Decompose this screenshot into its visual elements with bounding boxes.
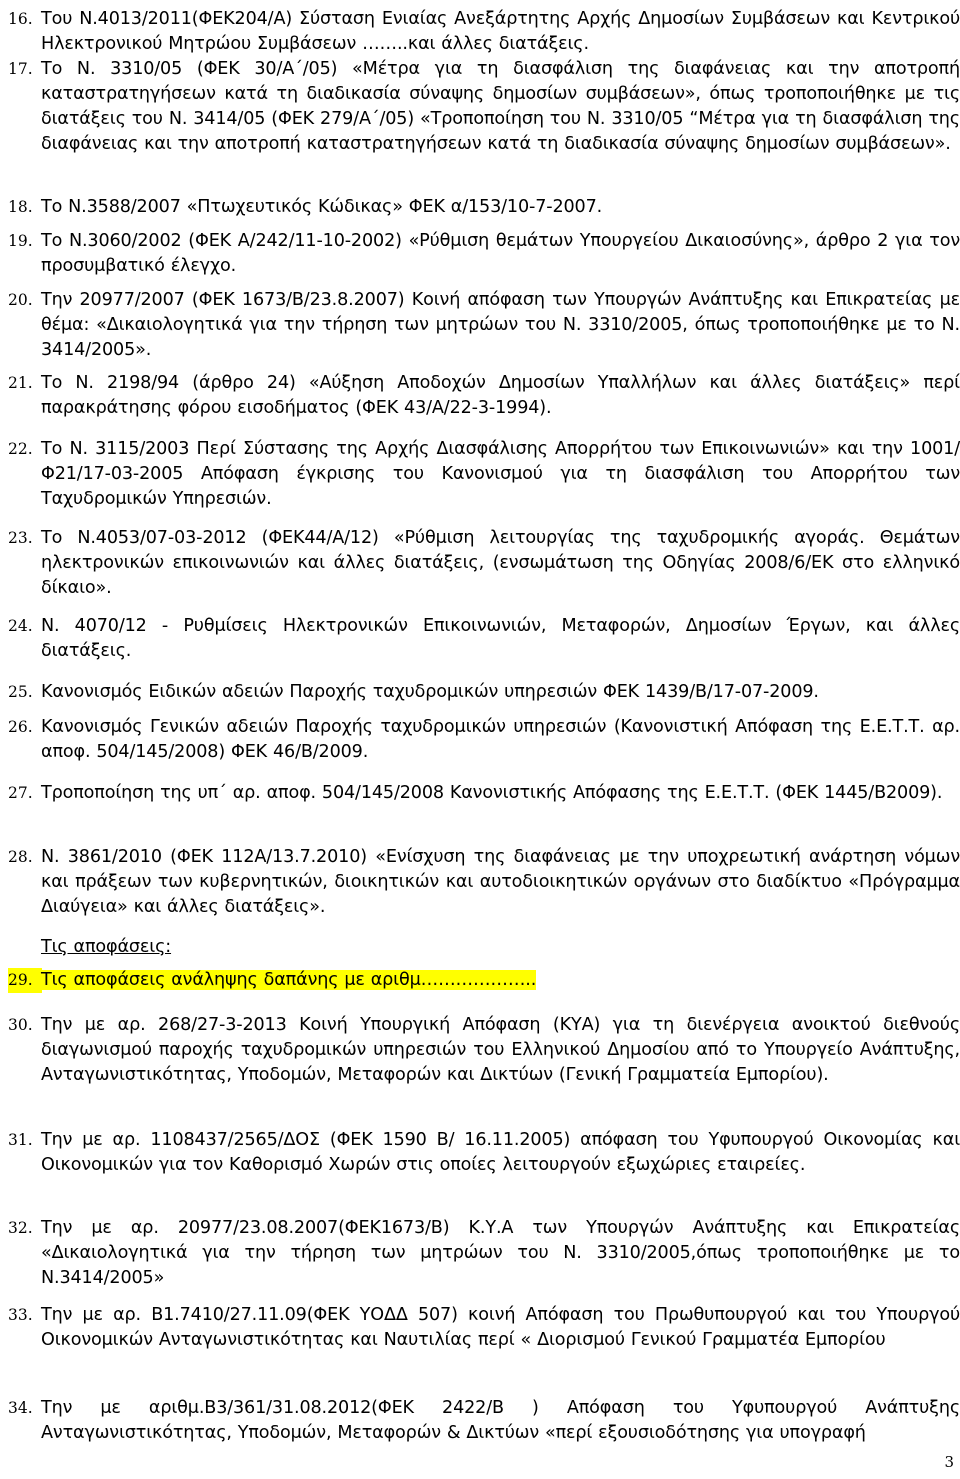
item-number: 31. xyxy=(8,1131,33,1149)
item-number: 30. xyxy=(8,1016,33,1034)
item-number: 23. xyxy=(8,529,33,547)
decisions-heading: Τις αποφάσεις: xyxy=(41,937,172,957)
item-text: Κανονισμός Ειδικών αδειών Παροχής ταχυδρομικών υπηρεσιών ΦΕΚ 1439/Β/17-07-2009. xyxy=(41,682,819,702)
item-number: 17. xyxy=(8,60,33,78)
item-text: Την με αριθμ.Β3/361/31.08.2012(ΦΕΚ 2422/Β ) Απόφαση του Υφυπουργού Ανάπτυξης Ανταγωνιστικότητας, Υποδομών, Μεταφορών & Δικτύων «περί εξουσιοδότησης για υπογραφή xyxy=(41,1398,960,1443)
item-text: Το Ν.3060/2002 (ΦΕΚ Α/242/11-10-2002) «Ρύθμιση θεμάτων Υπουργείου Δικαιοσύνης», άρθρο 2 για τον προσυμβατικό έλεγχο. xyxy=(41,231,960,276)
item-text: Το Ν.4053/07-03-2012 (ΦΕΚ44/Α/12) «Ρύθμιση λειτουργίας της ταχυδρομικής αγοράς. Θεμάτων ηλεκτρονικών επικοινωνιών και άλλες διατάξεις, (ενσωμάτωση της Οδηγίας 2008/6/ΕΚ στο ελληνικό δίκαιο». xyxy=(41,528,960,598)
item-text: Τροποποίηση της υπ΄ αρ. αποφ. 504/145/2008 Κανονιστικής Απόφασης της Ε.Ε.Τ.Τ. (ΦΕΚ 1445/Β2009). xyxy=(41,783,943,803)
item-text: Την με αρ. 268/27-3-2013 Κοινή Υπουργική Απόφαση (ΚΥΑ) για τη διενέργεια ανοικτού διεθνούς διαγωνισμού παροχής ταχυδρομικών υπηρεσιών του Ελληνικού Δημοσίου από το Υπουργείο Ανάπτυξης, Ανταγωνιστικότητας, Υποδομών, Μεταφορών και Δικτύων (Γενική Γραμματεία Εμπορίου). xyxy=(41,1015,960,1085)
highlighted-text: Τις αποφάσεις ανάληψης δαπάνης με αριθμ……………….. xyxy=(41,970,537,990)
item-number: 34. xyxy=(8,1399,33,1417)
item-number: 32. xyxy=(8,1219,33,1237)
item-number: 33. xyxy=(8,1306,33,1324)
item-text: Κανονισμός Γενικών αδειών Παροχής ταχυδρομικών υπηρεσιών (Κανονιστική Απόφαση της Ε.Ε.Τ.Τ. αρ. αποφ. 504/145/2008) ΦΕΚ 46/Β/2009. xyxy=(41,717,960,762)
item-number: 16. xyxy=(8,10,33,28)
item-number: 25. xyxy=(8,683,33,701)
item-text: Το Ν.3588/2007 «Πτωχευτικός Κώδικας» ΦΕΚ α/153/10-7-2007. xyxy=(41,197,603,217)
item-text: Το Ν. 2198/94 (άρθρο 24) «Αύξηση Αποδοχών Δημοσίων Υπαλλήλων και άλλες διατάξεις» περί παρακράτησης φόρου εισοδήματος (ΦΕΚ 43/Α/22-3-1994). xyxy=(41,373,960,418)
item-text: Το Ν. 3310/05 (ΦΕΚ 30/Α΄/05) «Μέτρα για τη διασφάλιση της διαφάνειας και την αποτροπή καταστρατηγήσεων κατά τη διαδικασία σύναψης δημοσίων συμβάσεων», όπως τροποποιήθηκε με τις διατάξεις του Ν. 3414/05 (ΦΕΚ 279/Α΄/05) «Τροποποίηση του Ν. 3310/05 “Μέτρα για τη διασφάλιση της διαφάνειας και την αποτροπή καταστρατηγήσεων κατά τη διαδικασία σύναψης δημοσίων συμβάσεων». xyxy=(41,59,960,154)
page-number: 3 xyxy=(944,1453,954,1471)
item-number: 21. xyxy=(8,374,33,392)
item-text: Ν. 3861/2010 (ΦΕΚ 112Α/13.7.2010) «Ενίσχυση της διαφάνειας με την υποχρεωτική ανάρτηση νόμων και πράξεων των κυβερνητικών, διοικητικών και αυτοδιοικητικών οργάνων στο διαδίκτυο «Πρόγραμμα Διαύγεια» και άλλες διατάξεις». xyxy=(41,847,960,917)
item-text: Την με αρ. Β1.7410/27.11.09(ΦΕΚ ΥΟΔΔ 507) κοινή Απόφαση του Πρωθυπουργού και του Υπουργού Οικονομικών Ανταγωνιστικότητας και Ναυτιλίας περί « Διορισμού Γενικού Γραμματέα Εμπορίου xyxy=(41,1305,960,1350)
item-number: 18. xyxy=(8,198,33,216)
item-number: 26. xyxy=(8,718,33,736)
item-text xyxy=(41,968,960,993)
item-number: 24. xyxy=(8,617,33,635)
item-number: 20. xyxy=(8,291,33,309)
item-text: Ν. 4070/12 - Ρυθμίσεις Ηλεκτρονικών Επικοινωνιών, Μεταφορών, Δημοσίων Έργων, και άλλες διατάξεις. xyxy=(41,616,960,661)
item-number: 28. xyxy=(8,848,33,866)
item-text: Του Ν.4013/2011(ΦΕΚ204/Α) Σύσταση Ενιαίας Ανεξάρτητης Αρχής Δημοσίων Συμβάσεων και Κεντρικού Ηλεκτρονικού Μητρώου Συμβάσεων ……..και άλλες διατάξεις. xyxy=(41,9,960,54)
item-number: 27. xyxy=(8,784,33,802)
item-text: Το Ν. 3115/2003 Περί Σύστασης της Αρχής Διασφάλισης Απορρήτου των Επικοινωνιών» και την 1001/Φ21/17-03-2005 Απόφαση έγκρισης του Κανονισμού για τη διασφάλιση του Απορρήτου των Ταχυδρομικών Υπηρεσιών. xyxy=(41,439,960,509)
item-text: Την 20977/2007 (ΦΕΚ 1673/Β/23.8.2007) Κοινή απόφαση των Υπουργών Ανάπτυξης και Επικρατείας με θέμα: «Δικαιολογητικά για την τήρηση των μητρώων του Ν. 3310/2005, όπως τροποποιήθηκε με το Ν. 3414/2005». xyxy=(41,290,960,360)
item-text: Την με αρ. 20977/23.08.2007(ΦΕΚ1673/Β) Κ.Υ.Α των Υπουργών Ανάπτυξης και Επικρατείας «Δικαιολογητικά για την τήρηση των μητρώων του Ν. 3310/2005,όπως τροποποιήθηκε με το Ν.3414/2005» xyxy=(41,1218,960,1288)
item-text: Την με αρ. 1108437/2565/ΔΟΣ (ΦΕΚ 1590 Β/ 16.11.2005) απόφαση του Υφυπουργού Οικονομίας και Οικονομικών για τον Καθορισμό Χωρών στις οποίες λειτουργούν εξωχώριες εταιρείες. xyxy=(41,1130,960,1175)
item-number: 19. xyxy=(8,232,33,250)
item-number: 22. xyxy=(8,440,33,458)
item-number: 29. xyxy=(8,968,42,993)
